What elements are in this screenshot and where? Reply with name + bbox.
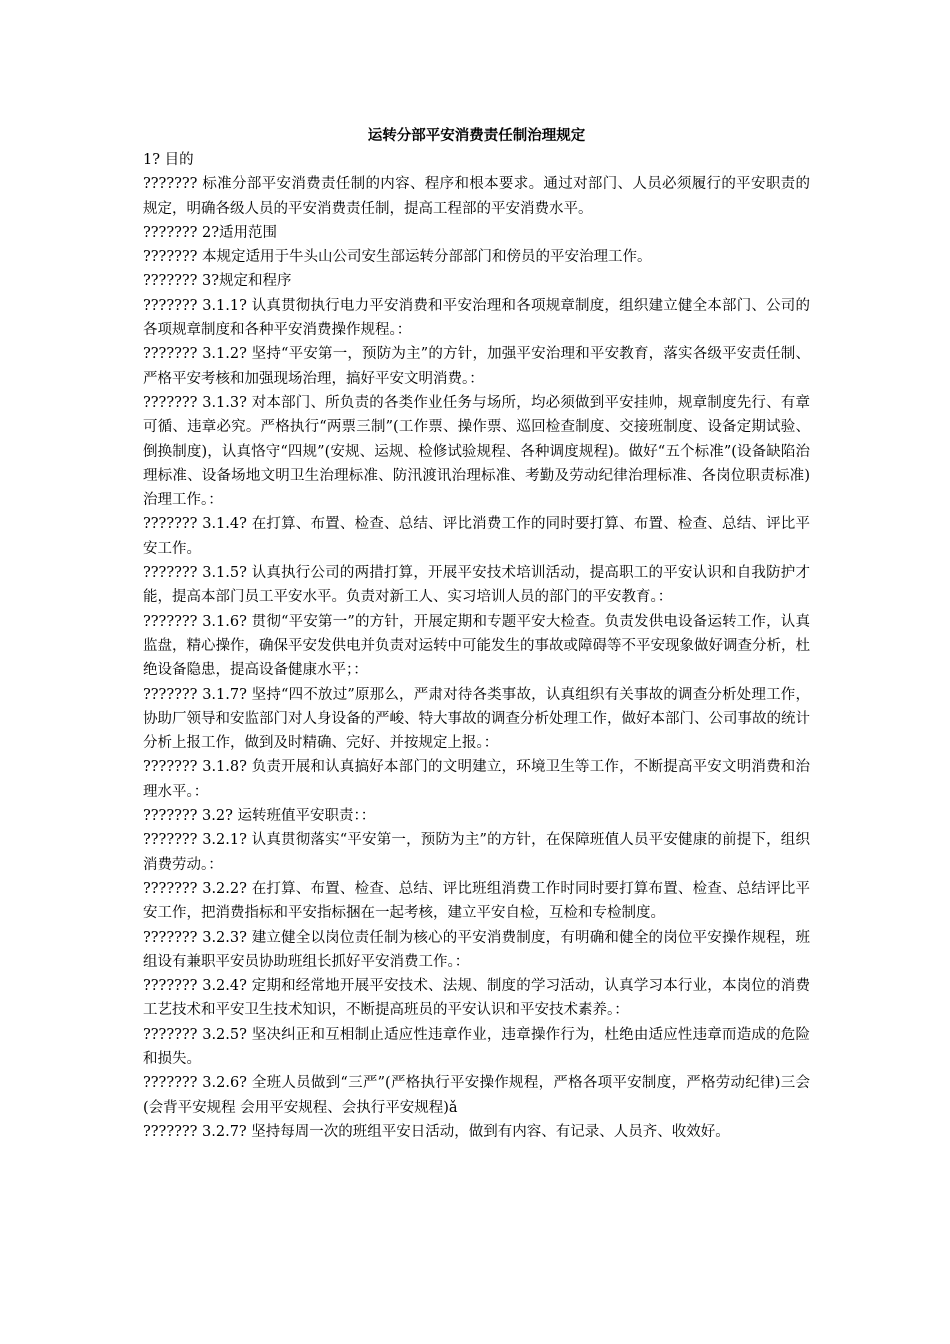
paragraph: ??????? 3.2.3? 建立健全以岗位责任制为核心的平安消费制度，有明确和健全的岗位平安操作规程，班组设有兼职平安员协助班组长抓好平安消费工作。： [143,929,810,970]
paragraph: ??????? 3.2.2? 在打算、布置、检查、总结、评比班组消费工作时同时要打算布置、检查、总结评比平安工作，把消费指标和平安指标捆在一起考核，建立平安自检，互检和专检制度。 [143,880,810,922]
paragraph: ??????? 3?规定和程序 [143,273,292,290]
paragraph: ??????? 本规定适用于牛头山公司安生部运转分部部门和傍员的平安治理工作。 [143,249,652,266]
paragraph: ??????? 标准分部平安消费责任制的内容、程序和根本要求。通过对部门、人员必须履行的平安职责的规定，明确各级人员的平安消费责任制，提高工程部的平安消费水平。 [143,176,810,217]
paragraph: ??????? 3.1.1? 认真贯彻执行电力平安消费和平安治理和各项规章制度，组织建立健全本部门、公司的各项规章制度和各种平安消费操作规程。： [143,297,810,339]
paragraph: ??????? 3.2.5? 坚决纠正和互相制止适应性违章作业，违章操作行为，杜绝由适应性违章而造成的危险和损失。 [143,1026,810,1067]
paragraph: ??????? 3.1.2? 坚持“平安第一，预防为主”的方针，加强平安治理和平安教育，落实各级平安责任制、严格平安考核和加强现场治理，搞好平安文明消费。： [143,346,810,387]
paragraph: ??????? 2?适用范围 [143,224,278,241]
paragraph: ??????? 3.2.7? 坚持每周一次的班组平安日活动，做到有内容、有记录、人员齐、收效好。 [143,1123,730,1140]
paragraph: ??????? 3.1.6? 贯彻“平安第一”的方针，开展定期和专题平安大检查。负责发供电设备运转工作，认真监盘，精心操作，确保平安发供电并负责对运转中可能发生的事故或障碍等不平安现象做好调查分析，杜绝设备隐患，提高设备健康水平；： [143,613,810,679]
document-title: 运转分部平安消费责任制治理规定 [367,127,586,144]
paragraph: ??????? 3.1.3? 对本部门、所负责的各类作业任务与场所，均必须做到平安挂帅，规章制度先行、有章可循、违章必究。严格执行“两票三制”(工作票、操作票、巡回检查制度、交接班制度、设备定期试验、倒换制度)，认真恪守“四规”(安规、运规、检修试验规程、各种调度规程)。做好“五个标准”(设备缺陷治理标准、设备场地文明卫生治理标准、防汛渡讯治理标准、考勤及劳动纪律治理标准、各岗位职责标准)治理工作。： [143,394,810,509]
paragraph: ??????? 3.1.7? 坚持“四不放过”原那么，严肃对待各类事故，认真组织有关事故的调查分析处理工作，协助厂领导和安监部门对人身设备的严峻、特大事故的调查分析处理工作，做好本部门、公司事故的统计分析上报工作，做到及时精确、完好、并按规定上报。： [143,686,810,752]
paragraph: 1? 目的 [143,152,194,168]
paragraph: ??????? 3.1.8? 负责开展和认真搞好本部门的文明建立，环境卫生等工作，不断提高平安文明消费和治理水平。： [143,759,810,800]
paragraph: ??????? 3.1.4? 在打算、布置、检查、总结、评比消费工作的同时要打算、布置、检查、总结、评比平安工作。 [143,516,810,557]
document-page [143,124,810,1144]
paragraph: ??????? 3.2.4? 定期和经常地开展平安技术、法规、制度的学习活动，认真学习本行业，本岗位的消费工艺技术和平安卫生技术知识，不断提高班员的平安认识和平安技术素养。： [143,978,810,1019]
paragraph: ??????? 3.2.1? 认真贯彻落实“平安第一，预防为主”的方针，在保障班值人员平安健康的前提下，组织消费劳动。： [143,832,810,873]
paragraph: ??????? 3.2.6? 全班人员做到“三严”(严格执行平安操作规程，严格各项平安制度，严格劳动纪律)三会(会背平安规程 会用平安规程、会执行平安规程)ǎ [143,1075,810,1116]
paragraph: ??????? 3.1.5? 认真执行公司的两措打算，开展平安技术培训活动，提高职工的平安认识和自我防护才能，提高本部门员工平安水平。负责对新工人、实习培训人员的部门的平安教育。： [143,565,810,606]
paragraph: ??????? 3.2? 运转班值平安职责：： [143,808,376,825]
